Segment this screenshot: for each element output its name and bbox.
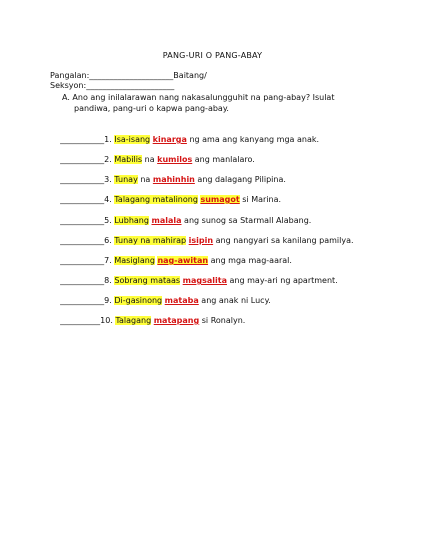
answer-blank: ___________3. [60,175,115,184]
highlighted-adverb: Mabilis [114,155,143,164]
sentence-rest: ng ama ang kanyang mga anak. [186,135,320,144]
highlighted-adverb: Di-gasinong [114,296,163,305]
section-line: Seksyon:______________________ [50,81,175,90]
underlined-word: isipin [188,236,214,245]
sentence-rest: ang nangyari sa kanilang pamilya. [213,236,354,245]
highlighted-adverb: Tunay [114,175,138,184]
worksheet-title: PANG-URI O PANG-ABAY [162,51,263,60]
underlined-word: sumagot [200,195,240,204]
answer-blank: __________10. [60,316,116,325]
highlighted-adverb: Talagang [115,316,152,325]
sentence-rest: ang anak ni Lucy. [198,296,271,305]
highlighted-adverb: Masiglang [114,256,155,265]
highlighted-adverb: Isa-isang [114,135,151,144]
instruction-line-2: pandiwa, pang-uri o kapwa pang-abay. [74,104,229,113]
answer-blank: ___________1. [60,135,115,144]
underlined-word: kinarga [152,135,187,144]
underlined-word: kumilos [157,155,193,164]
instruction-line-1: A. Ano ang inilalarawan nang nakasalungguhit na pang-abay? Isulat [62,93,335,102]
underlined-word: mahinhin [152,175,195,184]
instruction [62,92,382,114]
underlined-word: malala [151,216,182,225]
sentence-rest: ang mga mag-aaral. [208,256,292,265]
answer-blank: ___________9. [60,296,115,305]
sentence-rest: si Marina. [239,195,282,204]
highlighted-adverb: Talagang matalinong [114,195,198,204]
answer-blank: ___________5. [60,216,115,225]
sentence-rest: ang sunog sa Starmall Alabang. [181,216,312,225]
question-item [50,304,245,337]
name-grade-line: Pangalan:_____________________Baitang/ [50,71,207,80]
sentence-rest: ang may-ari ng apartment. [226,276,338,285]
underlined-word: nag-awitan [157,256,209,265]
underlined-word: mataba [164,296,199,305]
sentence-rest: ang dalagang Pilipina. [194,175,286,184]
answer-blank: ___________6. [60,236,115,245]
sentence-rest: ang manlalaro. [192,155,255,164]
highlighted-adverb: Tunay na mahirap [114,236,187,245]
connector-text: na [137,175,153,184]
answer-blank: ___________7. [60,256,115,265]
connector-text: na [142,155,158,164]
underlined-word: magsalita [182,276,227,285]
highlighted-adverb: Lubhang [114,216,149,225]
answer-blank: ___________2. [60,155,115,164]
sentence-rest: si Ronalyn. [199,316,246,325]
underlined-word: matapang [153,316,200,325]
highlighted-adverb: Sobrang mataas [114,276,181,285]
answer-blank: ___________8. [60,276,115,285]
answer-blank: ___________4. [60,195,115,204]
